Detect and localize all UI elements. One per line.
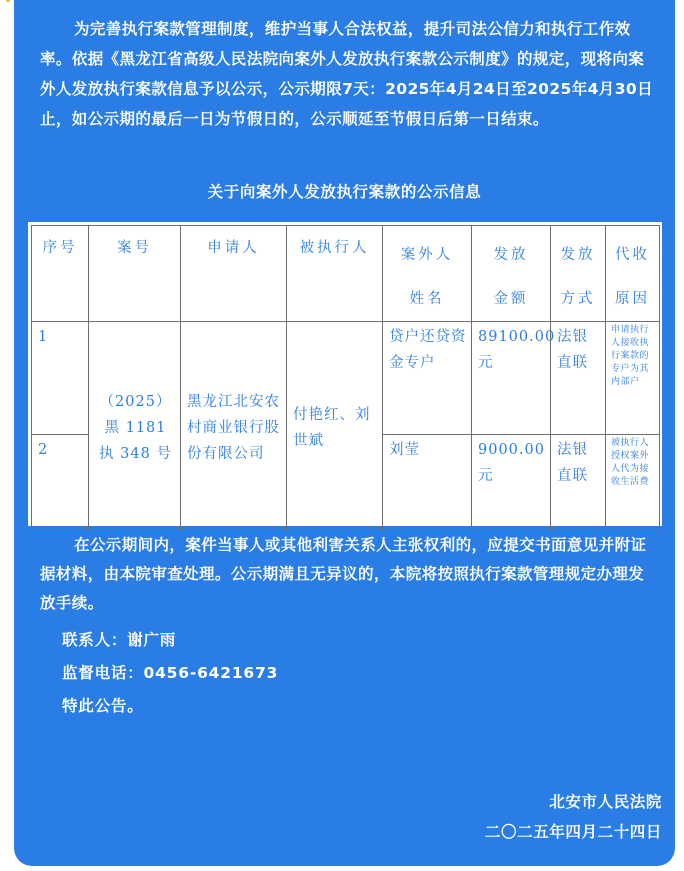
header-respondent: 被执行人	[287, 226, 383, 322]
closing-line: 特此公告。	[62, 697, 144, 715]
header-method	[551, 226, 606, 322]
header-amount-line2: 金额	[493, 291, 529, 307]
table-row	[32, 322, 660, 435]
table-header-row	[32, 226, 660, 322]
phone-line: 监督电话：0456-6421673	[62, 664, 279, 682]
row-outsider-name: 刘莹	[383, 435, 472, 532]
header-amount	[472, 226, 551, 322]
signature-court: 北安市人民法院	[549, 793, 662, 811]
header-reason	[606, 226, 660, 322]
objection-paragraph: 在公示期间内，案件当事人或其他利害关系人主张权利的，应提交书面意见并附证据材料，由本院审查处理。公示期满且无异议的，本院将按照执行案款管理规定办理发放手续。	[40, 536, 647, 612]
header-method-line1: 发放	[560, 247, 596, 263]
header-outsider-name	[383, 226, 472, 322]
table-title: 关于向案外人发放执行案款的公示信息	[207, 183, 482, 201]
contact-line: 联系人：谢广雨	[62, 631, 177, 649]
row-amount: 89100.00 元	[472, 322, 551, 435]
notice-card	[14, 0, 675, 866]
header-outsider-name-line2: 姓名	[409, 291, 445, 307]
row-seq: 2	[32, 435, 89, 532]
row-method: 法银直联	[551, 435, 606, 532]
intro-paragraph: 为完善执行案款管理制度，维护当事人合法权益，提升司法公信力和执行工作效率。依据《黑龙江省高级人民法院向案外人发放执行案款公示制度》的规定，现将向案外人发放执行案款信息予以公示，公示期限7天：2025年4月24日至2025年4月30日止，如公示期的最后一日为节假日的，公示顺延至节假日后第一日结束。	[40, 20, 653, 128]
header-seq: 序号	[32, 226, 89, 322]
header-reason-line1: 代收	[615, 247, 650, 263]
header-reason-line2: 原因	[615, 291, 650, 307]
header-case-no: 案号	[89, 226, 181, 322]
row-method: 法银直联	[551, 322, 606, 435]
header-method-line2: 方式	[560, 291, 596, 307]
row-outsider-name: 贷户还贷资金专户	[383, 322, 472, 435]
row-reason: 申请执行人接收执行案款的专户为其内部户	[606, 322, 660, 435]
header-amount-line1: 发放	[493, 247, 529, 263]
disbursement-table	[31, 225, 660, 532]
disbursement-table-wrapper	[28, 222, 662, 526]
header-applicant: 申请人	[181, 226, 287, 322]
respondent-cell: 付艳红、刘世斌	[287, 322, 383, 532]
case-number-cell: （2025）黑 1181 执 348 号	[89, 322, 181, 532]
row-amount: 9000.00 元	[472, 435, 551, 532]
header-outsider-name-line1: 案外人	[400, 247, 454, 263]
signature-date: 二〇二五年四月二十四日	[484, 823, 662, 841]
applicant-cell: 黑龙江北安农村商业银行股份有限公司	[181, 322, 287, 532]
row-reason: 被执行人授权案外人代为接收生活费	[606, 435, 660, 532]
row-seq: 1	[32, 322, 89, 435]
